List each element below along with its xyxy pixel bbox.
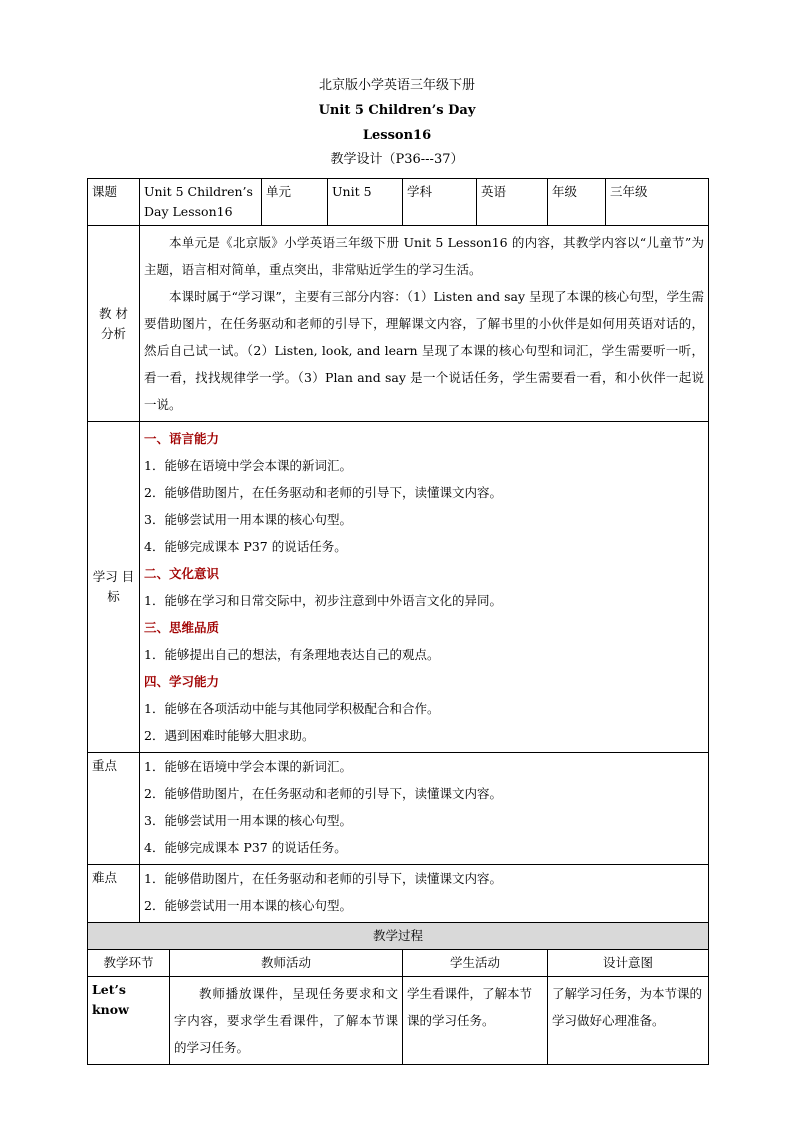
objective-section-heading: 一、语言能力 [144, 431, 220, 446]
material-row [88, 226, 709, 422]
objectives-content [140, 422, 709, 753]
process-header-row [88, 950, 709, 977]
col-teacher-header: 教师活动 [170, 950, 403, 977]
topic-value: Unit 5 Children’s Day Lesson16 [140, 179, 262, 226]
key-points-row [88, 753, 709, 865]
process-row [88, 977, 709, 1065]
objective-item: 2．遇到困难时能够大胆求助。 [144, 728, 315, 743]
doc-title-textbook: 北京版小学英语三年级下册 [318, 78, 475, 93]
student-activity-cell [403, 977, 548, 1065]
difficulties-label: 难点 [88, 865, 140, 923]
difficulties-content [140, 865, 709, 923]
objective-section-heading: 二、文化意识 [144, 566, 220, 581]
key-points-content [140, 753, 709, 865]
objectives-row [88, 422, 709, 753]
objective-item: 1．能够在学习和日常交际中，初步注意到中外语言文化的异同。 [144, 593, 502, 608]
design-intent-cell [548, 977, 709, 1065]
design-intent-text: 了解学习任务，为本节课的学习做好心理准备。 [552, 986, 703, 1028]
key-point-item: 3．能够尝试用一用本课的核心句型。 [144, 813, 352, 828]
doc-title-unit: Unit 5 Children’s Day [318, 103, 476, 118]
teacher-activity-cell [170, 977, 403, 1065]
col-stage-header: 教学环节 [88, 950, 170, 977]
objective-item: 1．能够在各项活动中能与其他同学积极配合和合作。 [144, 701, 440, 716]
objective-item: 2．能够借助图片，在任务驱动和老师的引导下，读懂课文内容。 [144, 485, 502, 500]
objective-item: 1．能够提出自己的想法，有条理地表达自己的观点。 [144, 647, 440, 662]
doc-title-lesson: Lesson16 [362, 128, 432, 143]
subject-value: 英语 [477, 179, 548, 226]
key-point-item: 2．能够借助图片，在任务驱动和老师的引导下，读懂课文内容。 [144, 786, 502, 801]
objective-item: 3．能够尝试用一用本课的核心句型。 [144, 512, 352, 527]
unit-label: 单元 [262, 179, 328, 226]
stage-cell: Let’s know [88, 977, 170, 1065]
objective-section-heading: 四、学习能力 [144, 674, 220, 689]
student-activity-text: 学生看课件，了解本节课的学习任务。 [407, 986, 533, 1028]
key-point-item: 4．能够完成课本 P37 的说话任务。 [144, 840, 347, 855]
grade-label: 年级 [548, 179, 606, 226]
process-title: 教学过程 [88, 923, 709, 950]
difficulty-item: 1．能够借助图片，在任务驱动和老师的引导下，读懂课文内容。 [144, 871, 502, 886]
process-title-row [88, 923, 709, 950]
difficulty-item: 2．能够尝试用一用本课的核心句型。 [144, 898, 352, 913]
topic-label: 课题 [88, 179, 140, 226]
objective-item: 1．能够在语境中学会本课的新词汇。 [144, 458, 352, 473]
objectives-label: 学习 目标 [88, 422, 140, 753]
teacher-activity-text: 教师播放课件，呈现任务要求和文字内容，要求学生看课件，了解本节课的学习任务。 [174, 986, 398, 1055]
doc-title-design: 教学设计（P36---37） [330, 152, 464, 167]
col-intent-header: 设计意图 [548, 950, 709, 977]
key-point-item: 1．能够在语境中学会本课的新词汇。 [144, 759, 352, 774]
subject-label: 学科 [403, 179, 477, 226]
col-student-header: 学生活动 [403, 950, 548, 977]
material-paragraph-2: 本课时属于“学习课”，主要有三部分内容：（1）Listen and say 呈现了本课的核心句型，学生需要借助图片，在任务驱动和老师的引导下，理解课文内容，了解书里的小伙伴是如何用英语对话的，然后自己试一试。（2）Listen, look, and learn 呈现了本课的核心句型和词汇，学生需要听一听，看一看，找找规律学一学。（3）Plan and say 是一个说话任务，学生需要看一看，和小伙伴一起说一说。 [144, 289, 705, 412]
material-paragraph-1: 本单元是《北京版》小学英语三年级下册 Unit 5 Lesson16 的内容，其教学内容以“儿童节”为主题，语言相对简单，重点突出，非常贴近学生的学习生活。 [144, 235, 705, 277]
difficulties-row [88, 865, 709, 923]
objective-section-heading: 三、思维品质 [144, 620, 220, 635]
info-row [88, 179, 709, 226]
objective-item: 4．能够完成课本 P37 的说话任务。 [144, 539, 347, 554]
unit-value: Unit 5 [328, 179, 403, 226]
grade-value: 三年级 [606, 179, 709, 226]
key-points-label: 重点 [88, 753, 140, 865]
material-label: 教 材 分析 [88, 226, 140, 422]
lesson-plan-table [87, 178, 709, 1065]
material-content [140, 226, 709, 422]
